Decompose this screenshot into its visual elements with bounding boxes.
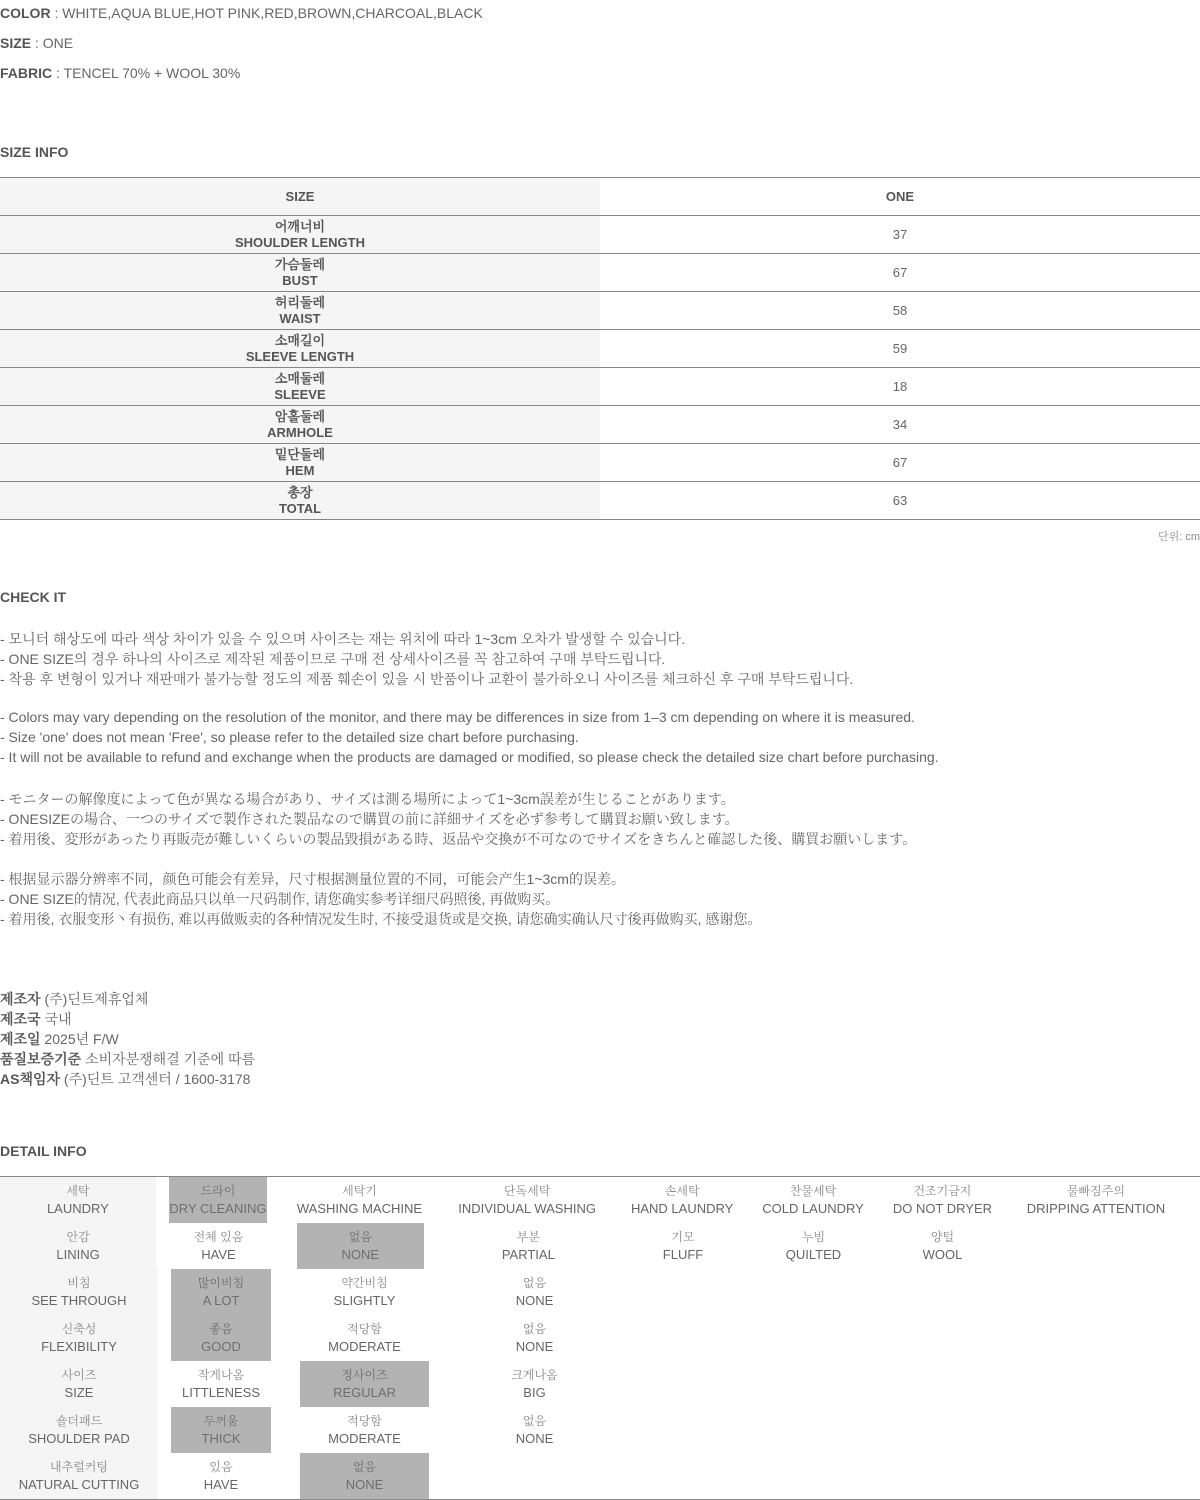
size-measure-label [0, 254, 600, 291]
detail-category [0, 1223, 156, 1269]
size-row [0, 216, 1200, 254]
detail-row [0, 1315, 1200, 1361]
detail-en: NONE [341, 1247, 380, 1262]
detail-en: NONE [345, 1477, 384, 1492]
detail-en: A LOT [202, 1293, 240, 1308]
maker-value: 2025년 F/W [40, 1031, 119, 1047]
detail-en: SHOULDER PAD [28, 1431, 130, 1446]
size-measure-en: SLEEVE LENGTH [245, 348, 355, 364]
size-row [0, 406, 1200, 444]
maker-manufacturer [0, 989, 148, 1009]
check-line: - Size 'one' does not mean 'Free', so please refer to the detailed size chart before purchasing. [0, 729, 579, 745]
detail-ko: 내추럴커팅 [50, 1460, 108, 1474]
size-measure-label [0, 368, 600, 405]
detail-ko: 숄더패드 [55, 1414, 103, 1428]
detail-option [894, 1223, 992, 1269]
check-line: - 根据显示器分辨率不同，颜色可能会有差异，尺寸根据测量位置的不同，可能会产生1~3cm的误差。 [0, 871, 625, 887]
detail-option [633, 1223, 734, 1269]
detail-en: LINING [56, 1247, 100, 1262]
maker-label: 품질보증기준 [0, 1051, 82, 1067]
detail-row [0, 1177, 1200, 1223]
detail-category [0, 1453, 158, 1499]
size-measure-en: WAIST [279, 310, 321, 326]
detail-row [0, 1407, 1200, 1453]
size-measure-label [0, 216, 600, 253]
detail-en: BIG [523, 1385, 546, 1400]
detail-ko: 신축성 [61, 1322, 97, 1336]
size-measure-value: 63 [892, 493, 908, 508]
detail-en: DRIPPING ATTENTION [1026, 1201, 1166, 1216]
maker-label: 제조자 [0, 991, 41, 1007]
size-measure-value: 67 [892, 455, 908, 470]
detail-option [423, 1177, 631, 1223]
detail-en: MODERATE [328, 1339, 401, 1354]
detail-ko: 없음 [522, 1276, 547, 1290]
detail-ko: 없음 [348, 1230, 372, 1244]
detail-option-selected [171, 1315, 271, 1361]
spec-label: SIZE [0, 35, 32, 51]
size-measure-value: 58 [892, 303, 908, 318]
detail-ko: 적당함 [347, 1414, 382, 1428]
size-header-label: SIZE [0, 178, 600, 215]
detail-ko: 두꺼움 [203, 1414, 239, 1428]
detail-option [429, 1407, 640, 1453]
size-measure-ko: 총장 [287, 484, 313, 500]
detail-en: MODERATE [328, 1431, 401, 1446]
maker-label: AS책임자 [0, 1071, 61, 1087]
size-row [0, 482, 1200, 520]
detail-info-title: DETAIL INFO [0, 1143, 87, 1159]
size-measure-ko: 암홀둘레 [274, 408, 326, 424]
size-measure-value: 34 [892, 417, 908, 432]
check-line: - 착용 후 변형이 있거나 재판매가 불가능할 정도의 제품 훼손이 있을 시 반품이나 교환이 불가하오니 사이즈를 체크하신 후 구매 부탁드립니다. [0, 671, 854, 687]
size-measure-en: TOTAL [278, 500, 322, 516]
detail-option [429, 1315, 640, 1361]
size-measure-value: 37 [892, 227, 908, 242]
check-line: - Colors may vary depending on the resolution of the monitor, and there may be differences in size from 1–3 cm depending on where it is measured. [0, 709, 915, 725]
maker-warranty [0, 1049, 255, 1069]
size-measure-label [0, 444, 600, 481]
size-measure-value: 18 [892, 379, 908, 394]
check-line: - 모니터 해상도에 따라 색상 차이가 있을 수 있으며 사이즈는 재는 위치에 따라 1~3cm 오차가 발생할 수 있습니다. [0, 631, 686, 647]
detail-ko: 기모 [671, 1230, 695, 1244]
detail-option-selected [171, 1407, 271, 1453]
maker-value: (주)딘트 고객센터 / 1600-3178 [60, 1071, 251, 1087]
detail-category [0, 1315, 158, 1361]
size-table [0, 177, 1200, 520]
detail-gap [271, 1453, 300, 1499]
detail-en: HAND LAUNDRY [630, 1201, 734, 1216]
size-measure-en: SHOULDER LENGTH [235, 234, 365, 250]
detail-ko: 안감 [66, 1230, 90, 1244]
detail-option [424, 1223, 633, 1269]
detail-en: HAVE [201, 1247, 236, 1262]
detail-category [0, 1361, 158, 1407]
detail-gap [268, 1223, 297, 1269]
size-info-title: SIZE INFO [0, 144, 69, 160]
spec-label: FABRIC [0, 65, 53, 81]
detail-gap [158, 1361, 171, 1407]
spec-color [0, 5, 483, 21]
check-it-title: CHECK IT [0, 589, 67, 605]
size-measure-label [0, 292, 600, 329]
detail-ko: 많이비침 [197, 1276, 245, 1290]
detail-en: WOOL [922, 1247, 963, 1262]
detail-option [300, 1315, 429, 1361]
detail-gap [271, 1407, 300, 1453]
detail-row [0, 1361, 1200, 1407]
detail-ko: 있음 [209, 1460, 233, 1474]
detail-ko: 좋음 [209, 1322, 233, 1336]
detail-category [0, 1269, 158, 1315]
detail-ko: 물빠짐주의 [1066, 1184, 1125, 1198]
detail-category [0, 1177, 156, 1223]
maker-date [0, 1029, 119, 1049]
detail-option [429, 1361, 640, 1407]
detail-gap [267, 1177, 296, 1223]
detail-option-selected [300, 1361, 429, 1407]
spec-value: : WHITE,AQUA BLUE,HOT PINK,RED,BROWN,CHARCOAL,BLACK [50, 5, 483, 21]
detail-option [893, 1177, 992, 1223]
detail-ko: 크게나옴 [511, 1368, 558, 1382]
detail-en: SEE THROUGH [31, 1293, 127, 1308]
size-measure-ko: 밑단둘레 [274, 446, 326, 462]
detail-gap [158, 1269, 171, 1315]
detail-option [992, 1177, 1200, 1223]
detail-ko: 적당함 [347, 1322, 382, 1336]
detail-option-selected [171, 1269, 271, 1315]
detail-ko: 약간비침 [341, 1276, 388, 1290]
detail-option [733, 1223, 893, 1269]
detail-ko: 사이즈 [61, 1368, 97, 1382]
size-table-header [0, 178, 1200, 216]
detail-en: NONE [515, 1431, 554, 1446]
detail-en: THICK [201, 1431, 241, 1446]
detail-option-selected [297, 1223, 425, 1269]
detail-ko: 작게나옴 [197, 1368, 245, 1382]
detail-ko: 찬물세탁 [789, 1184, 837, 1198]
check-line: - ONE SIZE的情况, 代表此商品只以单一尺码制作, 请您确实参考详细尺码照後, 再做购买。 [0, 891, 560, 907]
detail-en: SLIGHTLY [333, 1293, 396, 1308]
detail-option-selected [169, 1177, 268, 1223]
detail-gap [156, 1223, 169, 1269]
detail-en: FLEXIBILITY [41, 1339, 117, 1354]
detail-en: QUILTED [785, 1247, 842, 1262]
detail-option [171, 1453, 271, 1499]
unit-note: 단위: cm [1157, 531, 1200, 543]
size-measure-ko: 소매둘레 [274, 370, 326, 386]
detail-row [0, 1269, 1200, 1315]
detail-ko: 없음 [522, 1322, 547, 1336]
size-measure-ko: 소매길이 [274, 332, 326, 348]
detail-option [296, 1177, 423, 1223]
detail-option [171, 1361, 271, 1407]
maker-value: (주)딘트제휴업체 [40, 991, 149, 1007]
maker-country [0, 1009, 72, 1029]
maker-as [0, 1069, 250, 1089]
check-line: - It will not be available to refund and exchange when the products are damaged or modified, so please check the detailed size chart before purchasing. [0, 749, 939, 765]
size-measure-en: HEM [285, 462, 315, 478]
detail-ko: 전체 있음 [193, 1230, 244, 1244]
detail-option [631, 1177, 733, 1223]
size-measure-value: 67 [892, 265, 908, 280]
detail-gap [271, 1315, 300, 1361]
detail-ko: 단독세탁 [503, 1184, 551, 1198]
detail-option [300, 1269, 429, 1315]
maker-value: 국내 [40, 1011, 72, 1027]
check-line: - ONE SIZE의 경우 하나의 사이즈로 제작된 제품이므로 구매 전 상세사이즈를 꼭 참고하여 구매 부탁드립니다. [0, 651, 666, 667]
detail-en: GOOD [201, 1339, 241, 1354]
size-measure-en: BUST [282, 272, 318, 288]
detail-row [0, 1453, 1200, 1499]
detail-en: HAVE [203, 1477, 239, 1492]
maker-label: 제조국 [0, 1011, 41, 1027]
detail-en: NONE [515, 1293, 554, 1308]
size-row [0, 254, 1200, 292]
detail-option [733, 1177, 893, 1223]
detail-option [991, 1223, 1200, 1269]
size-measure-ko: 가슴둘레 [274, 256, 326, 272]
detail-gap [158, 1407, 171, 1453]
detail-ko: 누빔 [801, 1230, 826, 1244]
detail-en: INDIVIDUAL WASHING [458, 1201, 596, 1216]
detail-en: NATURAL CUTTING [18, 1477, 140, 1492]
detail-category [0, 1407, 158, 1453]
maker-label: 제조일 [0, 1031, 41, 1047]
detail-en: REGULAR [333, 1385, 396, 1400]
detail-ko: 없음 [522, 1414, 547, 1428]
size-measure-label [0, 330, 600, 367]
detail-option-selected [300, 1453, 429, 1499]
detail-ko: 정사이즈 [341, 1368, 388, 1382]
size-row [0, 292, 1200, 330]
size-measure-value: 59 [892, 341, 908, 356]
detail-gap [156, 1177, 169, 1223]
detail-ko: 손세탁 [664, 1184, 700, 1198]
size-row [0, 330, 1200, 368]
detail-gap [271, 1361, 300, 1407]
spec-value: : TENCEL 70% + WOOL 30% [52, 65, 241, 81]
detail-gap [158, 1453, 171, 1499]
spec-label: COLOR [0, 5, 51, 21]
detail-en: SIZE [64, 1385, 94, 1400]
detail-ko: 드라이 [200, 1184, 236, 1198]
detail-ko: 비침 [67, 1276, 91, 1290]
detail-en: DRY CLEANING [169, 1201, 267, 1216]
detail-en: FLUFF [662, 1247, 704, 1262]
spec-value: : ONE [31, 35, 74, 51]
detail-ko: 양털 [930, 1230, 955, 1244]
detail-en: PARTIAL [501, 1247, 555, 1262]
detail-ko: 없음 [352, 1460, 377, 1474]
detail-en: WASHING MACHINE [296, 1201, 423, 1216]
size-measure-ko: 허리둘레 [274, 294, 326, 310]
check-line: - 着用後, 衣服变形丶有损伤, 难以再做贩卖的各种情况发生时, 不接受退货或是交换, 请您确实确认尺寸後再做购买, 感谢您。 [0, 911, 762, 927]
spec-fabric [0, 65, 240, 81]
detail-gap [271, 1269, 300, 1315]
size-row [0, 444, 1200, 482]
size-measure-en: ARMHOLE [267, 424, 333, 440]
detail-en: NONE [515, 1339, 554, 1354]
detail-ko: 세탁 [66, 1184, 90, 1198]
size-header-value: ONE [600, 178, 1200, 215]
check-line: - モニターの解像度によって色が異なる場合があり、サイズは測る場所によって1~3cm誤差が生じることがあります。 [0, 791, 735, 807]
size-measure-en: SLEEVE [274, 386, 326, 402]
detail-option [300, 1407, 429, 1453]
size-measure-ko: 어깨너비 [274, 218, 326, 234]
size-measure-label [0, 482, 600, 519]
check-line: - 着用後、変形があったり再販売が難しいくらいの製品毀損がある時、返品や交換が不可なのでサイズをきちんと確認した後、購買お願いします。 [0, 831, 917, 847]
detail-en: LITTLENESS [181, 1385, 261, 1400]
detail-row [0, 1223, 1200, 1269]
detail-en: COLD LAUNDRY [762, 1201, 864, 1216]
detail-gap [158, 1315, 171, 1361]
check-line: - ONESIZEの場合、一つのサイズで製作された製品なので購買の前に詳細サイズを必ず参考して購買お願い致します。 [0, 811, 739, 827]
detail-en: LAUNDRY [46, 1201, 109, 1216]
detail-ko: 부분 [516, 1230, 540, 1244]
detail-table [0, 1176, 1200, 1500]
detail-en: DO NOT DRYER [892, 1201, 993, 1216]
detail-option [169, 1223, 268, 1269]
detail-ko: 세탁기 [342, 1184, 377, 1198]
detail-option [429, 1269, 640, 1315]
spec-size [0, 35, 73, 51]
size-row [0, 368, 1200, 406]
maker-value: 소비자분쟁해결 기준에 따름 [81, 1051, 256, 1067]
detail-ko: 건조기금지 [913, 1184, 972, 1198]
size-measure-label [0, 406, 600, 443]
